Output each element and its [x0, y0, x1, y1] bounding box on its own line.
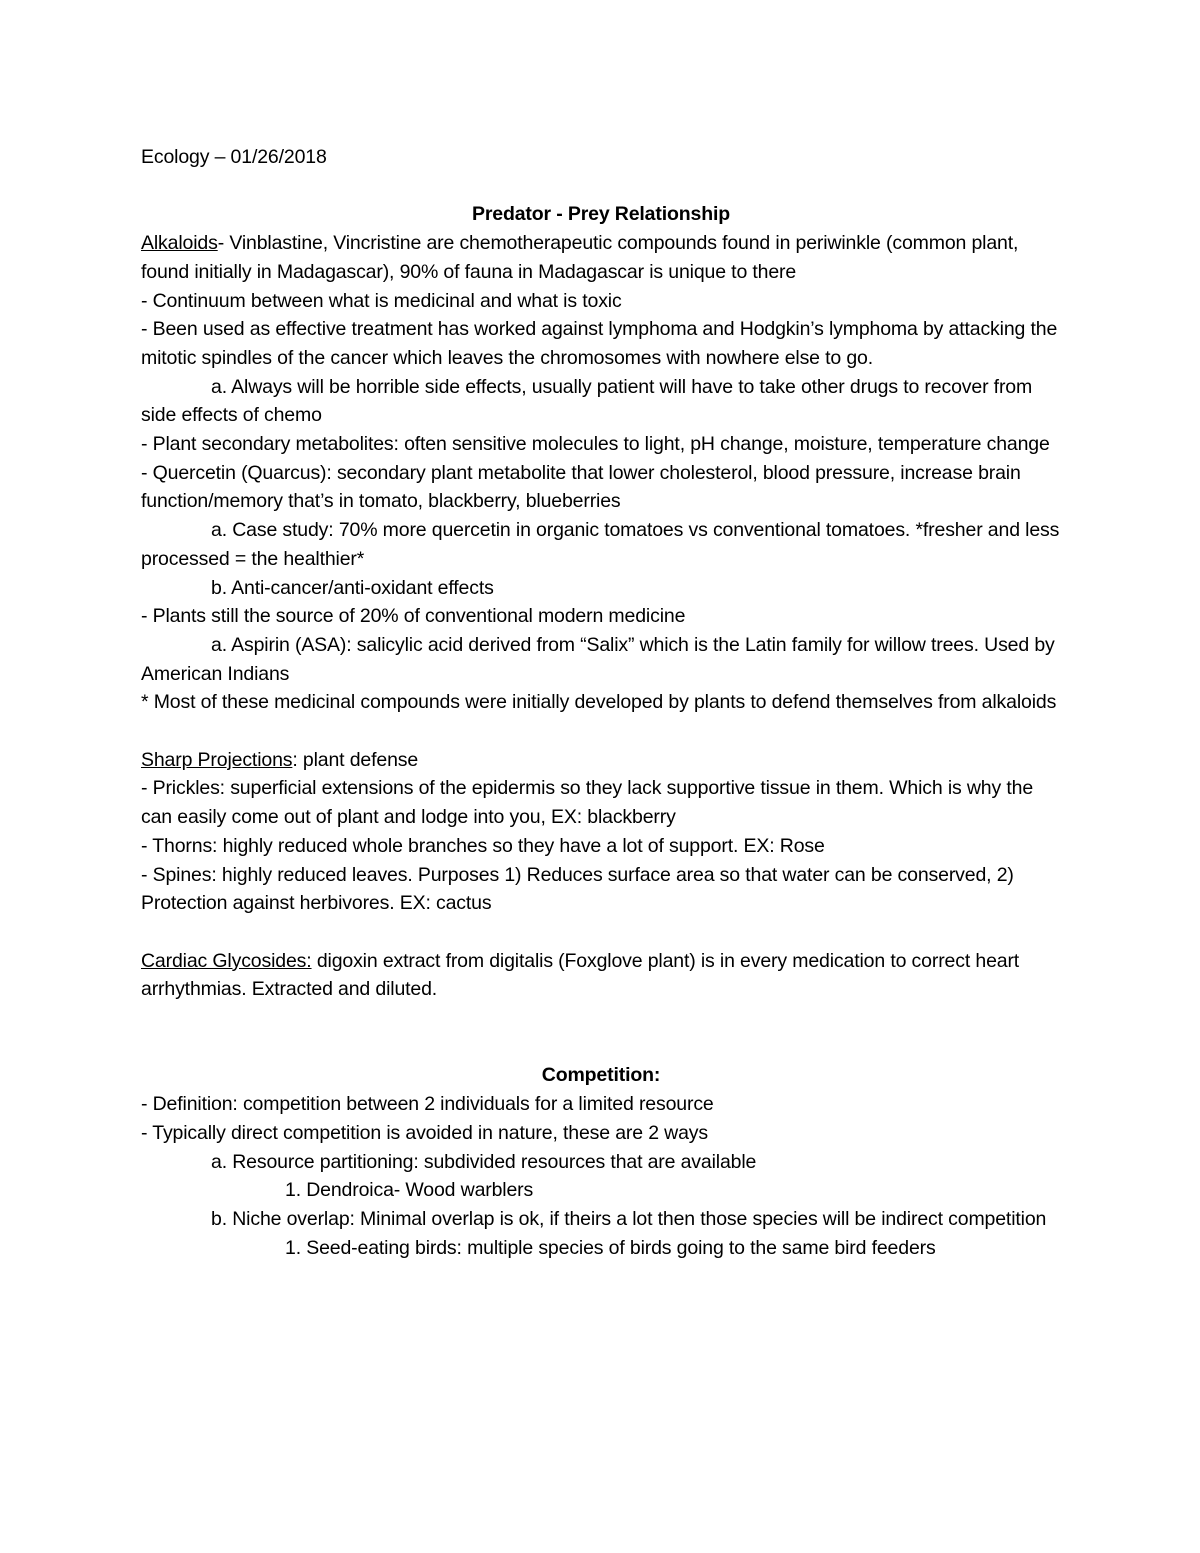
paragraph-sharp-projections: [141, 746, 1061, 775]
paragraph-medicinal-note: * Most of these medicinal compounds were initially developed by plants to defend themselves from alkaloids: [141, 691, 1057, 714]
spacer: [141, 918, 1061, 947]
paragraph-case-study: a. Case study: 70% more quercetin in organic tomatoes vs conventional tomatoes. *fresher and less processed = the healthier*: [141, 519, 1060, 570]
term-sharp-projections: Sharp Projections: [141, 748, 293, 771]
paragraph-metabolites: - Plant secondary metabolites: often sensitive molecules to light, pH change, moisture, temperature change: [141, 433, 1050, 456]
document-title: Ecology – 01/26/2018: [141, 146, 327, 168]
term-cardiac-glycosides: Cardiac Glycosides:: [141, 949, 312, 972]
paragraph-plants-source: - Plants still the source of 20% of conventional modern medicine: [141, 605, 686, 628]
section-heading-predator-prey: Predator - Prey Relationship: [471, 203, 731, 226]
paragraph-spines: - Spines: highly reduced leaves. Purposes 1) Reduces surface area so that water can be conserved, 2) Protection against herbivores. EX: cactus: [141, 863, 1014, 915]
alkaloids-text: - Vinblastine, Vincristine are chemotherapeutic compounds found in periwinkle (common plant, found initially in Madagascar), 90% of fauna in Madagascar is unique to there: [141, 232, 1019, 283]
paragraph-anti-cancer: b. Anti-cancer/anti-oxidant effects: [211, 576, 494, 599]
paragraph-definition: - Definition: competition between 2 individuals for a limited resource: [141, 1093, 714, 1116]
paragraph-quercetin: - Quercetin (Quarcus): secondary plant metabolite that lower cholesterol, blood pressure, increase brain function/memory that’s in tomato, blackberry, blueberries: [141, 461, 1021, 513]
paragraph-dendroica: 1. Dendroica- Wood warblers: [285, 1179, 534, 1202]
paragraph-alkaloids: [141, 229, 1061, 286]
paragraph-direct-competition: - Typically direct competition is avoided in nature, these are 2 ways: [141, 1121, 708, 1144]
spacer: [141, 172, 1061, 201]
paragraph-niche-overlap: b. Niche overlap: Minimal overlap is ok, if theirs a lot then those species will be indirect competition: [211, 1207, 1047, 1230]
cardiac-glycosides-text: digoxin extract from digitalis (Foxglove plant) is in every medication to correct heart arrhythmias. Extracted and diluted.: [141, 949, 1020, 1001]
spacer: [141, 1004, 1061, 1033]
spacer: [141, 1033, 1061, 1062]
term-alkaloids: Alkaloids: [141, 232, 218, 255]
paragraph-thorns: - Thorns: highly reduced whole branches so they have a lot of support. EX: Rose: [141, 834, 825, 857]
section-heading-competition: Competition:: [541, 1064, 661, 1087]
paragraph-treatment: - Been used as effective treatment has worked against lymphoma and Hodgkin’s lymphoma by attacking the mitotic spindles of the cancer which leaves the chromosomes with nowhere else to go.: [141, 318, 1058, 369]
document-body: [141, 143, 1061, 1262]
spacer: [141, 717, 1061, 746]
paragraph-side-effects: a. Always will be horrible side effects, usually patient will have to take other drugs to recover from side effects of chemo: [141, 375, 1033, 427]
paragraph-continuum: - Continuum between what is medicinal and what is toxic: [141, 289, 622, 312]
sharp-projections-text: : plant defense: [292, 748, 419, 771]
paragraph-prickles: - Prickles: superficial extensions of the epidermis so they lack supportive tissue in them. Which is why the can easily come out of plant and lodge into you, EX: blackberry: [141, 777, 1034, 829]
paragraph-seed-eating-birds: 1. Seed-eating birds: multiple species of birds going to the same bird feeders: [285, 1236, 936, 1259]
paragraph-aspirin: a. Aspirin (ASA): salicylic acid derived from “Salix” which is the Latin family for willow trees. Used by American Indians: [141, 633, 1055, 685]
paragraph-resource-partitioning: a. Resource partitioning: subdivided resources that are available: [211, 1150, 757, 1173]
paragraph-cardiac-glycosides: [141, 947, 1061, 1004]
